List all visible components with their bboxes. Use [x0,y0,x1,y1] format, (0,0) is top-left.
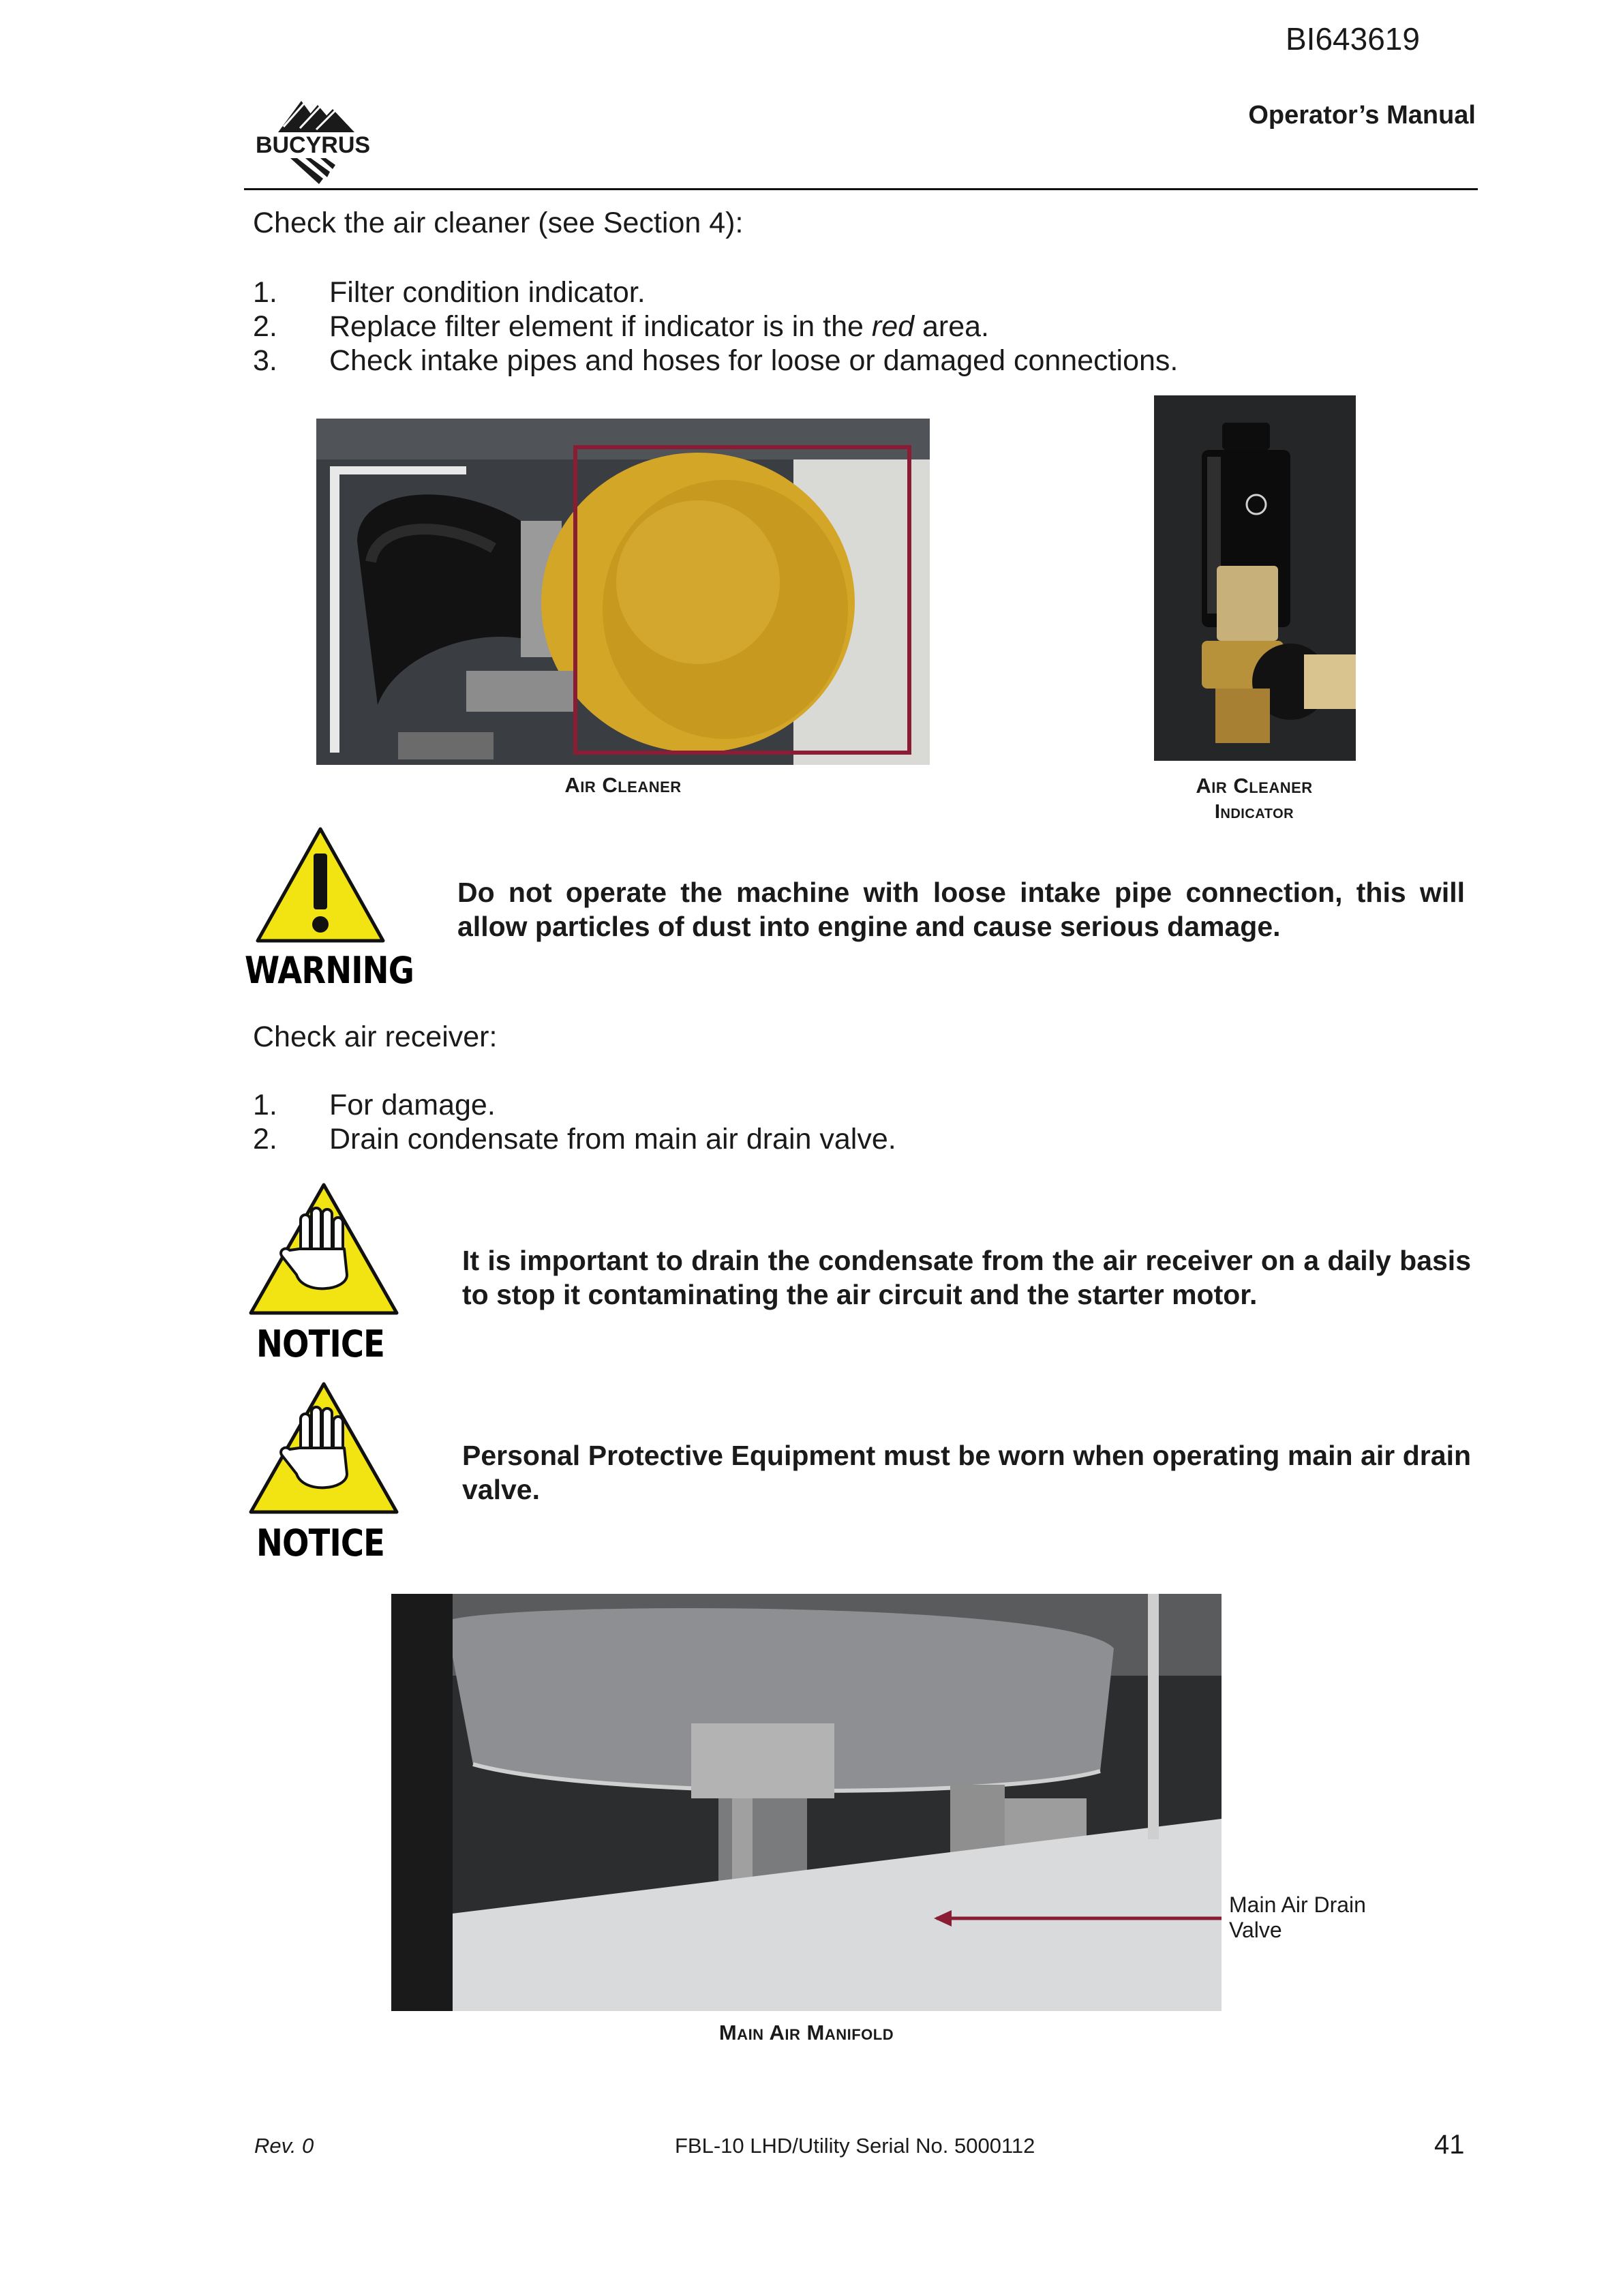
air-cleaner-photo [316,419,930,765]
main-air-manifold-photo [391,1594,1222,2011]
header-divider [244,188,1478,190]
main-air-manifold-caption: Main Air Manifold [718,2021,894,2044]
air-cleaner-caption: Air Cleaner [564,773,682,797]
page-number: 41 [1434,2130,1465,2160]
warning-text: Do not operate the machine with loose intake pipe connection, this will allow particles of dust into engine and cause serious damage. [457,877,1465,942]
bucyrus-logo [243,100,383,185]
list-item: 1. For damage. [253,1089,496,1121]
list-item: 2. Replace filter element if indicator is in the red area. [253,310,990,343]
footer-model: FBL-10 LHD/Utility Serial No. 5000112 [675,2134,1035,2158]
list-item: 2. Drain condensate from main air drain valve. [253,1123,896,1155]
notice-label: NOTICE [256,1522,384,1565]
notice-hand-icon [247,1380,401,1516]
air-cleaner-indicator-photo [1154,395,1356,761]
notice-hand-icon [247,1181,401,1317]
notice-text: Personal Protective Equipment must be worn when operating main air drain valve. [462,1440,1471,1505]
drain-valve-callout: Main Air Drain Valve [1229,1892,1366,1942]
list-item: 1. Filter condition indicator. [253,276,646,309]
notice-text: It is important to drain the condensate from the air receiver on a daily basis to stop it contaminating the air circuit and the starter motor. [462,1245,1471,1310]
footer-revision: Rev. 0 [254,2134,314,2158]
emphasis-red: red [871,310,915,343]
air-receiver-intro: Check air receiver: [253,1021,498,1053]
air-cleaner-indicator-caption: Air Cleaner Indicator [1196,774,1313,823]
warning-label: WARNING [245,949,414,992]
list-item: 3. Check intake pipes and hoses for loose or damaged connections. [253,344,1179,377]
document-id: BI643619 [1286,21,1420,57]
air-cleaner-intro: Check the air cleaner (see Section 4): [253,207,744,239]
logo-wordmark: BUCYRUS [255,132,371,158]
warning-icon [254,825,387,945]
notice-label: NOTICE [256,1323,384,1365]
manual-title: Operator’s Manual [1248,101,1476,130]
